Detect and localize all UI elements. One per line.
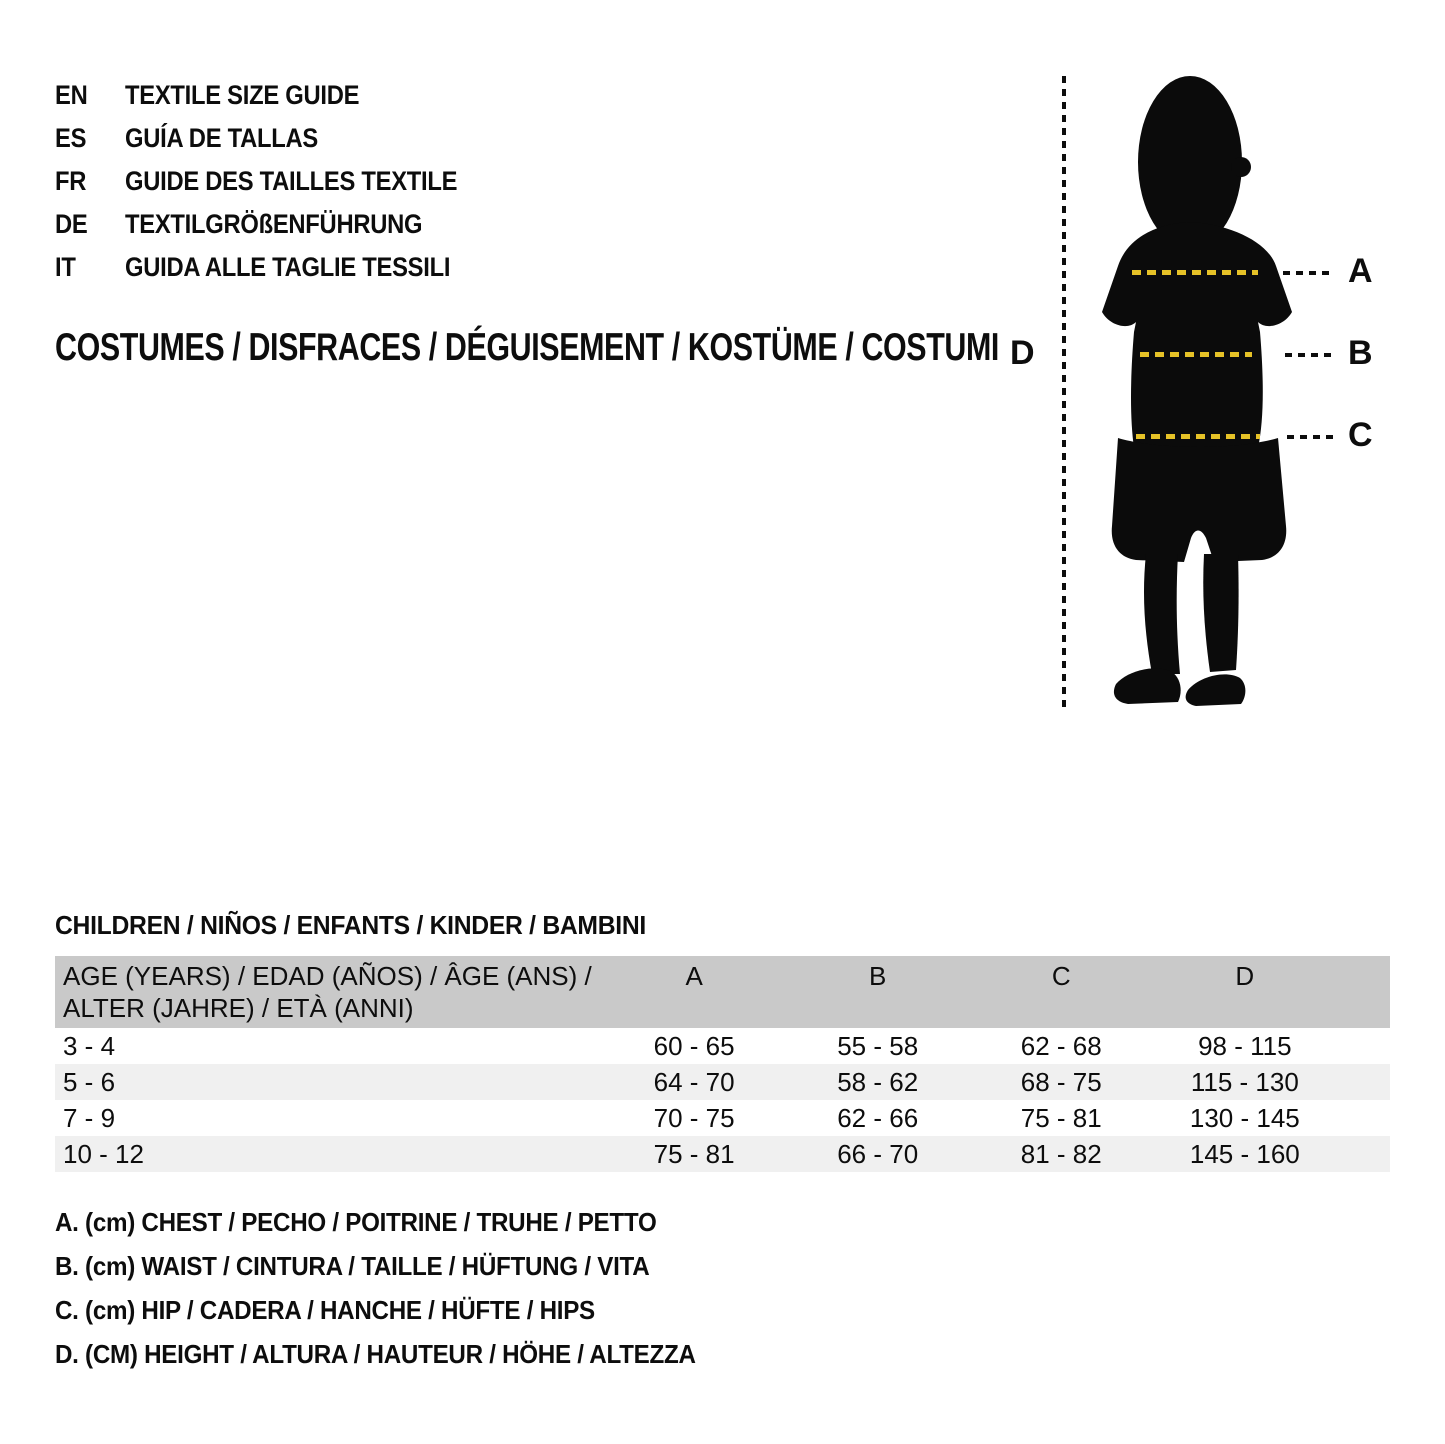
height-dotted-line: [1062, 76, 1066, 712]
legend-hip: C. (cm) HIP / CADERA / HANCHE / HÜFTE / HIPS: [55, 1295, 595, 1325]
hip-cell: 81 - 82: [1020, 1139, 1102, 1169]
language-code: DE: [55, 209, 88, 239]
waist-connector-line: [1285, 353, 1337, 357]
column-header-d: D: [1153, 956, 1337, 1028]
chest-cell: 60 - 65: [653, 1031, 735, 1061]
column-header-filler: [1337, 956, 1390, 1028]
waist-cell: 66 - 70: [837, 1139, 919, 1169]
height-cell: 98 - 115: [1198, 1031, 1292, 1061]
language-title: TEXTILGRÖßENFÜHRUNG: [125, 209, 423, 239]
legend-waist: B. (cm) WAIST / CINTURA / TAILLE / HÜFTUNG / VITA: [55, 1251, 650, 1281]
legend-chest: A. (cm) CHEST / PECHO / POITRINE / TRUHE / PETTO: [55, 1207, 657, 1237]
chest-measure-line: [1132, 270, 1258, 275]
language-title: TEXTILE SIZE GUIDE: [125, 80, 360, 110]
column-header-b: B: [786, 956, 970, 1028]
hip-connector-line: [1287, 435, 1337, 439]
height-cell: 130 - 145: [1189, 1103, 1300, 1133]
age-header-line2: ALTER (JAHRE) / ETÀ (ANNI): [63, 993, 414, 1023]
legend-height: D. (CM) HEIGHT / ALTURA / HAUTEUR / HÖHE / ALTEZZA: [55, 1339, 696, 1369]
child-silhouette: [1088, 70, 1312, 718]
hip-cell: 62 - 68: [1020, 1031, 1102, 1061]
age-cell: 3 - 4: [63, 1031, 116, 1061]
age-header-line1: AGE (YEARS) / EDAD (AÑOS) / ÂGE (ANS) /: [63, 961, 592, 991]
table-row: [55, 1136, 1390, 1172]
category-title: COSTUMES / DISFRACES / DÉGUISEMENT / KOSTÜME / COSTUMI: [55, 326, 999, 369]
waist-cell: 55 - 58: [837, 1031, 919, 1061]
measurement-legend: [55, 1200, 744, 1376]
height-cell: 115 - 130: [1190, 1067, 1299, 1097]
hip-cell: 68 - 75: [1020, 1067, 1102, 1097]
measure-label-b: B: [1348, 334, 1373, 372]
chest-connector-line: [1283, 271, 1335, 275]
chest-cell: 75 - 81: [653, 1139, 735, 1169]
age-cell: 10 - 12: [63, 1139, 144, 1169]
language-row-de: [55, 203, 503, 246]
language-row-fr: [55, 160, 503, 203]
language-code: EN: [55, 80, 88, 110]
section-title-children: CHILDREN / NIÑOS / ENFANTS / KINDER / BAMBINI: [55, 910, 646, 940]
waist-cell: 62 - 66: [837, 1103, 919, 1133]
language-row-es: [55, 117, 503, 160]
table-row: [55, 1100, 1390, 1136]
chest-cell: 70 - 75: [653, 1103, 735, 1133]
age-cell: 7 - 9: [63, 1103, 116, 1133]
waist-cell: 58 - 62: [837, 1067, 919, 1097]
language-code: IT: [55, 252, 76, 282]
column-header-a: A: [602, 956, 786, 1028]
language-code: FR: [55, 166, 87, 196]
language-row-it: [55, 246, 503, 289]
measure-label-c: C: [1348, 416, 1373, 454]
waist-measure-line: [1140, 352, 1252, 357]
age-column-header: [55, 956, 602, 1028]
size-table: [55, 956, 1390, 1172]
hip-cell: 75 - 81: [1020, 1103, 1102, 1133]
measure-label-d: D: [1010, 334, 1035, 372]
table-row: [55, 1028, 1390, 1064]
language-list: [55, 74, 503, 289]
language-title: GUIDE DES TAILLES TEXTILE: [125, 166, 458, 196]
size-table-header-row: [55, 956, 1390, 1028]
height-cell: 145 - 160: [1189, 1139, 1300, 1169]
hip-measure-line: [1136, 434, 1260, 439]
age-cell: 5 - 6: [63, 1067, 116, 1097]
language-title: GUIDA ALLE TAGLIE TESSILI: [125, 252, 451, 282]
language-code: ES: [55, 123, 87, 153]
language-title: GUÍA DE TALLAS: [125, 123, 318, 153]
column-header-c: C: [969, 956, 1153, 1028]
measure-label-a: A: [1348, 252, 1373, 290]
language-row-en: [55, 74, 503, 117]
chest-cell: 64 - 70: [653, 1067, 735, 1097]
table-row: [55, 1064, 1390, 1100]
